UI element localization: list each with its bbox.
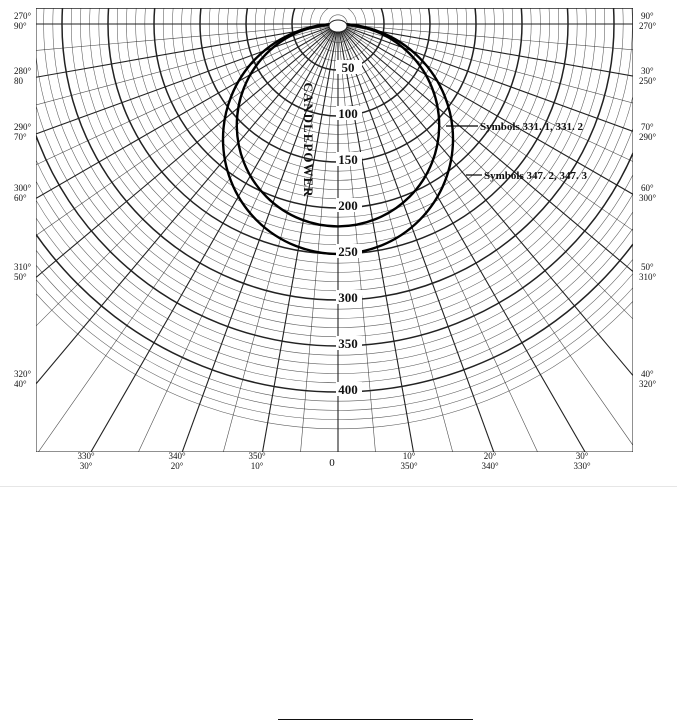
left-angle-label-top: 270°: [14, 11, 32, 21]
bottom-angle-label-bottom: 10°: [250, 461, 264, 471]
radial-tick-label: 150: [338, 152, 358, 167]
bottom-angle-label-top: 330°: [77, 451, 95, 461]
radial-ray: [338, 24, 677, 486]
left-angle-label-bottom: 60°: [14, 193, 27, 203]
right-angle-label-top: 50°: [641, 262, 654, 272]
left-angle-label-top: 320°: [14, 369, 32, 379]
series-label: Symbols 347. 2, 347. 3: [484, 170, 587, 182]
left-angle-label-bottom: 50°: [14, 272, 27, 282]
bottom-angle-label-top: 340°: [168, 451, 186, 461]
right-angle-label-bottom: 290°: [639, 132, 657, 142]
bottom-angle-label-top: 20°: [483, 451, 497, 461]
left-angle-label-bottom: 90°: [14, 21, 27, 31]
bottom-angle-label-bottom: 20°: [170, 461, 184, 471]
bottom-angle-label-top: 0: [329, 457, 335, 469]
bottom-angle-label-top: 30°: [575, 451, 589, 461]
right-angle-label-top: 90°: [641, 11, 654, 21]
radial-ray: [338, 24, 677, 486]
right-angle-label-bottom: 310°: [639, 272, 657, 282]
radial-tick-label: 400: [338, 382, 358, 397]
bottom-angle-label-bottom: 350°: [400, 461, 418, 471]
radial-ray: [338, 24, 571, 486]
radial-ray: [338, 24, 677, 486]
chart-labels: [14, 11, 657, 471]
left-angle-label-top: 300°: [14, 183, 32, 193]
radial-ray: [338, 24, 677, 486]
footnote-rule: [278, 719, 473, 720]
right-angle-label-bottom: 270°: [639, 21, 657, 31]
radial-ray: [338, 24, 677, 486]
radial-tick-label: 200: [338, 198, 358, 213]
bottom-angle-label-bottom: 30°: [79, 461, 93, 471]
series-label: Symbols 331. 1, 331. 2: [480, 121, 583, 133]
left-angle-label-bottom: 70°: [14, 132, 27, 142]
left-angle-label-top: 280°: [14, 66, 32, 76]
lamp-origin-mark: [329, 20, 347, 32]
radial-tick-label: 100: [338, 106, 358, 121]
right-angle-label-bottom: 250°: [639, 76, 657, 86]
left-angle-label-bottom: 40°: [14, 379, 27, 389]
right-angle-label-bottom: 300°: [639, 193, 657, 203]
radial-ray: [0, 24, 338, 257]
right-angle-label-top: 70°: [641, 122, 654, 132]
page-divider: [0, 486, 677, 487]
bottom-angle-label-top: 350°: [248, 451, 266, 461]
left-angle-label-top: 290°: [14, 122, 32, 132]
radial-tick-label: 250: [338, 244, 358, 259]
right-angle-label-top: 30°: [641, 66, 654, 76]
bottom-angle-label-bottom: 340°: [481, 461, 499, 471]
bottom-angle-label-bottom: 330°: [573, 461, 591, 471]
bottom-angle-label-top: 10°: [402, 451, 416, 461]
radial-axis-label: CANDLEPOWER: [301, 82, 316, 198]
radial-tick-label: 50: [341, 60, 355, 75]
radial-tick-label: 300: [338, 290, 358, 305]
radial-ray: [338, 24, 677, 486]
right-angle-label-top: 60°: [641, 183, 654, 193]
right-angle-label-bottom: 320°: [639, 379, 657, 389]
left-angle-label-bottom: 80: [14, 76, 23, 86]
radial-tick-label: 350: [338, 336, 358, 351]
radial-ray: [338, 24, 677, 486]
left-angle-label-top: 310°: [14, 262, 32, 272]
right-angle-label-top: 40°: [641, 369, 654, 379]
radial-ray: [0, 24, 338, 332]
